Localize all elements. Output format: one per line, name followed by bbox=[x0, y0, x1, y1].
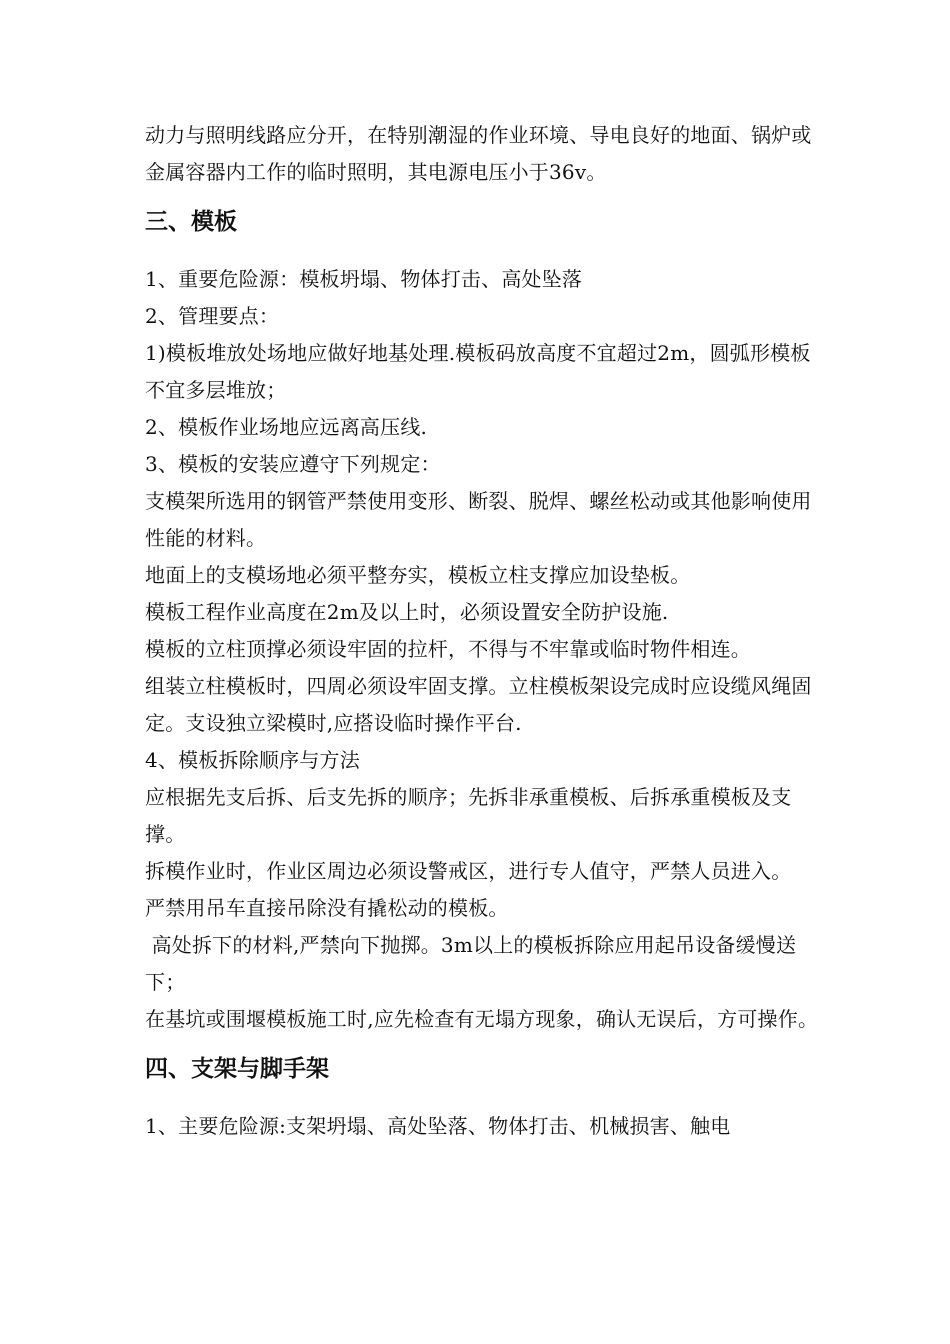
paragraph-stacking: 1)模板堆放处场地应做好地基处理.模板码放高度不宜超过2m，圆弧形模板不宜多层堆放； bbox=[145, 341, 811, 402]
paragraph-column-formwork: 组装立柱模板时，四周必须设牢固支撑。立柱模板架设完成时应设缆风绳固定。支设独立梁模时,应搭设临时操作平台. bbox=[145, 674, 812, 735]
paragraph-steel-pipes: 支模架所选用的钢管严禁使用变形、断裂、脱焊、螺丝松动或其他影响使用性能的材料。 bbox=[145, 489, 812, 550]
paragraph-installation-rules: 3、模板的安装应遵守下列规定： bbox=[145, 452, 441, 476]
paragraph-power-lines: 2、模板作业场地应远离高压线. bbox=[145, 415, 428, 439]
paragraph-warning-zone: 拆模作业时，作业区周边必须设警戒区，进行专人值守，严禁人员进入。 bbox=[145, 859, 792, 883]
paragraph-crane: 严禁用吊车直接吊除没有撬松动的模板。 bbox=[145, 896, 509, 920]
paragraph-lighting: 动力与照明线路应分开，在特别潮湿的作业环境、导电良好的地面、锅炉或金属容器内工作的临时照明，其电源电压小于36v。 bbox=[145, 123, 812, 184]
paragraph-hazards: 1、重要危险源：模板坍塌、物体打击、高处坠落 bbox=[145, 267, 583, 291]
document-page bbox=[145, 117, 825, 1145]
paragraph-ground: 地面上的支模场地必须平整夯实，模板立柱支撑应加设垫板。 bbox=[145, 563, 691, 587]
paragraph-no-throwing: 高处拆下的材料,严禁向下抛掷。3m以上的模板拆除应用起吊设备缓慢送下； bbox=[145, 933, 797, 994]
section-heading-formwork: 三、模板 bbox=[145, 209, 237, 235]
paragraph-foundation-pit: 在基坑或围堰模板施工时,应先检查有无塌方现象，确认无误后，方可操作。 bbox=[145, 1007, 819, 1031]
paragraph-height: 模板工程作业高度在2m及以上时，必须设置安全防护设施. bbox=[145, 600, 669, 624]
paragraph-tie-rods: 模板的立柱顶撑必须设牢固的拉杆，不得与不牢靠或临时物件相连。 bbox=[145, 637, 751, 661]
paragraph-management: 2、管理要点： bbox=[145, 304, 280, 328]
paragraph-scaffold-hazards: 1、主要危险源:支架坍塌、高处坠落、物体打击、机械损害、触电 bbox=[145, 1114, 731, 1138]
section-heading-scaffolding: 四、支架与脚手架 bbox=[145, 1056, 329, 1082]
paragraph-removal-sequence: 应根据先支后拆、后支先拆的顺序；先拆非承重模板、后拆承重模板及支撑。 bbox=[145, 785, 792, 846]
paragraph-removal-order: 4、模板拆除顺序与方法 bbox=[145, 748, 360, 772]
